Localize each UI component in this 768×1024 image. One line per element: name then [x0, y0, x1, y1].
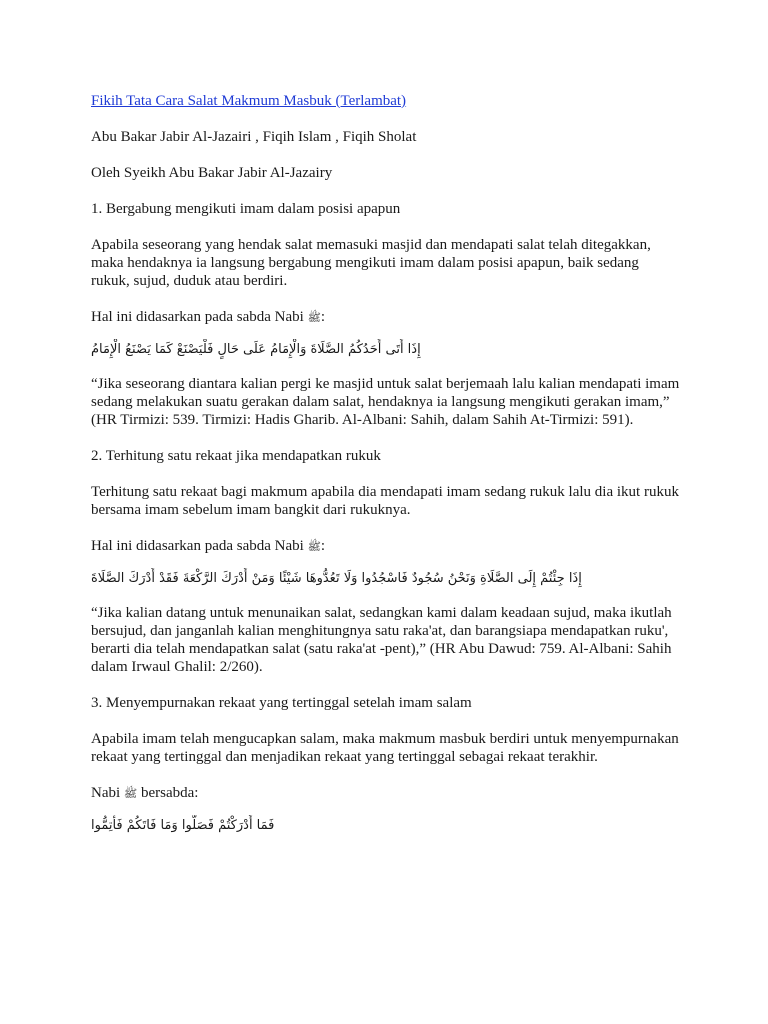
- title-paragraph: [91, 92, 681, 110]
- section-3-heading: 3. Menyempurnakan rekaat yang tertinggal setelah imam salam: [91, 695, 472, 711]
- salawat-icon: ﷺ: [123, 787, 138, 800]
- section-2-translation: “Jika kalian datang untuk menunaikan salat, sedangkan kami dalam keadaan sujud, maka ikutlah bersujud, dan janganlah kalian menghitungnya satu raka'at, dan barangsiapa mendapatkan ruku', berarti dia telah mendapatkan salat (satu raka'at -pent),” (HR Abu Dawud: 759. Al-Albani: Sahih dalam Irwaul Ghalil: 2/260).: [91, 605, 672, 675]
- section-1-arabic-hadith: إِذَا أَتَى أَحَدُكُمُ الصَّلَاةَ وَالْإِمَامُ عَلَى حَالٍ فَلْيَصْنَعْ كَمَا يَصْنَعُ الْإِمَامُ: [91, 342, 421, 357]
- salawat-icon: ﷺ: [307, 311, 321, 324]
- section-2-intro-suffix: :: [320, 538, 326, 554]
- section-1-heading: 1. Bergabung mengikuti imam dalam posisi apapun: [91, 201, 401, 217]
- section-1-intro: [91, 308, 681, 327]
- section-2-body: Terhitung satu rekaat bagi makmum apabila dia mendapati imam sedang rukuk lalu dia ikut rukuk bersama imam sebelum imam bangkit dari rukuknya.: [91, 484, 679, 518]
- document-page: [91, 92, 681, 851]
- section-1-body: Apabila seseorang yang hendak salat memasuki masjid dan mendapati salat telah ditegakkan, maka hendaknya ia langsung bergabung mengikuti imam dalam posisi apapun, baik sedang rukuk, sujud, duduk atau berdiri.: [91, 237, 651, 289]
- section-1-translation: “Jika seseorang diantara kalian pergi ke masjid untuk salat berjemaah lalu kalian mendapati imam sedang melakukan suatu gerakan dalam salat, hendaknya ia langsung mengikuti gerakan imam,” (HR Tirmizi: 539. Tirmizi: Hadis Gharib. Al-Albani: Sahih, dalam Sahih At-Tirmizi: 591).: [91, 376, 680, 428]
- section-2-heading: 2. Terhitung satu rekaat jika mendapatkan rukuk: [91, 448, 381, 464]
- section-3-arabic-hadith: فَمَا أَدْرَكْتُمْ فَصَلُّوا وَمَا فَاتَكُمْ فَأَتِمُّوا: [91, 818, 275, 833]
- title-link[interactable]: Fikih Tata Cara Salat Makmum Masbuk (Terlambat): [91, 93, 407, 109]
- section-2-intro: [91, 537, 681, 556]
- section-2-intro-text: Hal ini didasarkan pada sabda Nabi: [91, 538, 304, 554]
- section-3-intro-suffix: bersabda:: [137, 785, 199, 801]
- salawat-icon: ﷺ: [307, 540, 321, 553]
- section-1-intro-text: Hal ini didasarkan pada sabda Nabi: [91, 309, 304, 325]
- author-line: Oleh Syeikh Abu Bakar Jabir Al-Jazairy: [91, 165, 333, 181]
- section-3-intro-text: Nabi: [91, 785, 121, 801]
- section-2-arabic-hadith: إِذَا جِئْتُمْ إِلَى الصَّلَاةِ وَنَحْنُ سُجُودٌ فَاسْجُدُوا وَلَا تَعُدُّوهَا شَيْئًا وَمَنْ أَدْرَكَ الرَّكْعَةَ فَقَدْ أَدْرَكَ الصَّلَاةَ: [91, 571, 582, 586]
- section-1-intro-suffix: :: [320, 309, 326, 325]
- meta-line: Abu Bakar Jabir Al-Jazairi , Fiqih Islam , Fiqih Sholat: [91, 129, 417, 145]
- section-3-body: Apabila imam telah mengucapkan salam, maka makmum masbuk berdiri untuk menyempurnakan rekaat yang tertinggal dan menjadikan rekaat yang tertinggal sebagai rekaat terakhir.: [91, 731, 679, 765]
- section-3-intro: [91, 784, 681, 803]
